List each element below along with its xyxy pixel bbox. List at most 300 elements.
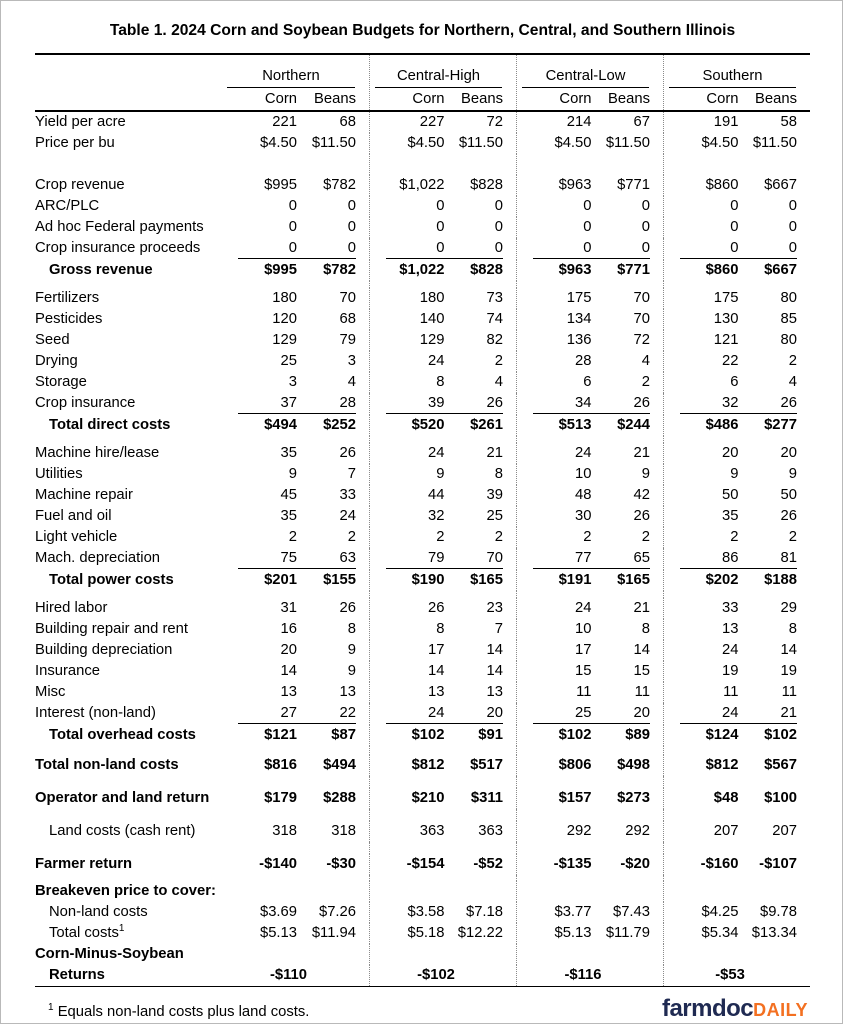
cell-values	[386, 755, 503, 776]
table-row	[35, 443, 810, 464]
cell-values	[533, 640, 650, 661]
group-cell	[516, 372, 663, 393]
group-cell	[663, 196, 810, 217]
group-cell	[222, 415, 369, 436]
value: $210	[411, 790, 445, 806]
value: 3	[288, 374, 297, 390]
cell-values	[238, 238, 356, 259]
table-row	[35, 725, 810, 746]
value: 23	[486, 600, 503, 616]
group-cell	[516, 902, 663, 923]
group-cell	[663, 548, 810, 570]
group-cell	[222, 661, 369, 682]
value: $165	[470, 572, 503, 588]
value: $771	[617, 262, 650, 278]
value: 4	[641, 353, 650, 369]
group-cell	[663, 175, 810, 196]
group-cell	[369, 682, 516, 703]
cell-values	[680, 923, 797, 944]
value: $13.34	[751, 925, 797, 941]
header-group-northern	[222, 55, 369, 110]
group-cell	[516, 821, 663, 842]
table-row	[35, 944, 810, 965]
group-cell	[516, 746, 663, 755]
group-cell	[222, 506, 369, 527]
cell-values	[386, 640, 503, 661]
cell-values	[533, 288, 650, 309]
group-cell	[369, 309, 516, 330]
table-row	[35, 821, 810, 842]
cell-values	[386, 506, 503, 527]
cell-values	[238, 598, 356, 619]
value: 68	[339, 114, 356, 130]
group-cell	[222, 548, 369, 570]
value: $782	[323, 177, 356, 193]
cell-values	[533, 309, 650, 330]
row-label: Misc	[35, 684, 66, 700]
group-cell	[663, 821, 810, 842]
table-row	[35, 485, 810, 506]
value: 2	[494, 353, 503, 369]
value: 26	[486, 395, 503, 411]
group-cell	[369, 527, 516, 548]
value: 63	[339, 550, 356, 566]
value: $179	[264, 790, 297, 806]
row-label: Interest (non-land)	[35, 705, 156, 721]
group-cell	[663, 372, 810, 393]
cell-values	[238, 309, 356, 330]
group-cell	[663, 923, 810, 944]
value: 129	[272, 332, 297, 348]
value: 9	[730, 466, 739, 482]
cell-values	[533, 755, 650, 776]
group-cell	[663, 393, 810, 415]
farmdoc-daily-logo	[662, 996, 810, 1024]
group-cell	[516, 591, 663, 598]
row-label: Farmer return	[35, 856, 133, 872]
group-cell	[222, 965, 369, 986]
subheaders	[238, 89, 356, 110]
value: 26	[633, 508, 650, 524]
row-label: Utilities	[35, 466, 83, 482]
value: 68	[339, 311, 356, 327]
group-cell	[222, 923, 369, 944]
spacer-row	[35, 281, 810, 288]
table-row	[35, 351, 810, 372]
cell-values	[533, 570, 650, 591]
group-cell	[369, 133, 516, 154]
value: $816	[264, 757, 297, 773]
value: 8	[641, 621, 650, 637]
header-label-spacer	[35, 55, 222, 110]
value: 81	[780, 550, 797, 566]
group-cell	[663, 842, 810, 854]
value: 85	[780, 311, 797, 327]
spacer-row	[35, 591, 810, 598]
value: 24	[428, 353, 445, 369]
value: 11	[781, 684, 797, 700]
cell-values	[386, 570, 503, 591]
row-label: Crop revenue	[35, 177, 125, 193]
value: 180	[272, 290, 297, 306]
cell-values	[386, 288, 503, 309]
cell-values	[533, 464, 650, 485]
value: -$53	[715, 967, 745, 983]
value: 19	[722, 663, 739, 679]
value: -$154	[406, 856, 445, 872]
value: 3	[347, 353, 356, 369]
value: 8	[436, 374, 445, 390]
table-row	[35, 372, 810, 393]
cell-values	[680, 464, 797, 485]
group-cell	[222, 281, 369, 288]
cell-values	[680, 776, 797, 788]
cell-values	[386, 238, 503, 259]
group-cell	[369, 217, 516, 238]
group-cell	[516, 965, 663, 986]
cell-values	[533, 809, 650, 821]
value: 180	[419, 290, 445, 306]
table-row	[35, 682, 810, 703]
cell-values	[533, 598, 650, 619]
group-cell	[369, 330, 516, 351]
cell-values	[680, 788, 797, 809]
cell-values	[238, 902, 356, 923]
value: 16	[280, 621, 297, 637]
value: 70	[486, 550, 503, 566]
value: 0	[436, 198, 445, 214]
value: 72	[633, 332, 650, 348]
value: 73	[486, 290, 503, 306]
value: 15	[575, 663, 592, 679]
cell-values	[386, 372, 503, 393]
row-label: Pesticides	[35, 311, 103, 327]
group-cell	[369, 351, 516, 372]
value: 191	[713, 114, 739, 130]
row-label: ARC/PLC	[35, 198, 100, 214]
value: 318	[272, 823, 297, 839]
value: 14	[486, 663, 503, 679]
group-name: Central-Low	[522, 66, 649, 88]
cell-values	[533, 682, 650, 703]
value: $498	[617, 757, 650, 773]
cell-values	[533, 112, 650, 133]
value: 70	[633, 290, 650, 306]
value: 58	[780, 114, 797, 130]
cell-values	[680, 854, 797, 875]
cell-values	[680, 196, 797, 217]
cell-values	[238, 619, 356, 640]
value: 77	[575, 550, 592, 566]
value: $11.50	[311, 135, 356, 151]
value: 44	[428, 487, 445, 503]
value: 0	[494, 198, 503, 214]
value: 17	[428, 642, 445, 658]
cell-values	[238, 288, 356, 309]
value: 2	[788, 353, 797, 369]
value: 8	[494, 466, 503, 482]
value: 8	[788, 621, 797, 637]
group-cell	[516, 703, 663, 725]
value: $201	[264, 572, 297, 588]
value: $963	[558, 262, 592, 278]
value: $5.18	[407, 925, 445, 941]
value: 136	[566, 332, 592, 348]
group-cell	[222, 809, 369, 821]
value: 0	[641, 219, 650, 235]
value: 121	[713, 332, 739, 348]
group-cell	[222, 944, 369, 965]
group-cell	[516, 640, 663, 661]
value: 25	[575, 705, 592, 721]
value: $995	[264, 262, 297, 278]
footnote-text: Equals non-land costs plus land costs.	[57, 1003, 310, 1020]
group-cell	[222, 464, 369, 485]
value: 134	[566, 311, 592, 327]
cell-values	[533, 776, 650, 788]
group-cell	[663, 682, 810, 703]
value: 0	[288, 219, 297, 235]
cell-values	[238, 548, 356, 569]
value: 0	[788, 198, 797, 214]
value: $667	[764, 262, 797, 278]
group-cell	[663, 443, 810, 464]
value: 28	[575, 353, 592, 369]
cell-values	[680, 755, 797, 776]
value: 30	[575, 508, 592, 524]
group-cell	[222, 175, 369, 196]
group-cell	[369, 591, 516, 598]
value: 207	[713, 823, 739, 839]
value: $828	[470, 262, 503, 278]
row-label: Total non-land costs	[35, 757, 179, 773]
group-cell	[222, 619, 369, 640]
group-cell	[516, 238, 663, 260]
value: 48	[575, 487, 592, 503]
cell-values	[386, 842, 503, 854]
cell-values	[238, 393, 356, 414]
group-cell	[516, 923, 663, 944]
value: $4.50	[701, 135, 739, 151]
group-cell	[663, 755, 810, 776]
group-cell	[369, 154, 516, 175]
cell-values	[386, 591, 503, 598]
value: 31	[280, 600, 297, 616]
cell-values	[680, 746, 797, 755]
value: $121	[264, 727, 297, 743]
cell-values	[680, 703, 797, 724]
group-cell	[369, 415, 516, 436]
group-cell	[516, 309, 663, 330]
group-cell	[516, 154, 663, 175]
cell-values	[680, 112, 797, 133]
group-cell	[663, 854, 810, 875]
group-cell	[222, 682, 369, 703]
table-row	[35, 506, 810, 527]
row-label: Non-land costs	[49, 904, 148, 920]
value: 9	[788, 466, 797, 482]
cell-values	[533, 703, 650, 724]
value: 21	[633, 600, 650, 616]
row-label	[35, 746, 222, 755]
value: $828	[470, 177, 503, 193]
group-cell	[516, 506, 663, 527]
table-row	[35, 415, 810, 436]
row-label: Operator and land return	[35, 790, 210, 806]
table-row	[35, 640, 810, 661]
cell-values	[533, 217, 650, 238]
value: 20	[780, 445, 797, 461]
cell-values	[533, 548, 650, 569]
cell-values	[238, 661, 356, 682]
group-cell	[663, 112, 810, 133]
group-cell	[222, 598, 369, 619]
cell-values	[238, 923, 356, 944]
row-label: Crop insurance	[35, 395, 136, 411]
value: 0	[583, 240, 592, 256]
cell-values	[680, 506, 797, 527]
group-cell	[516, 281, 663, 288]
row-label: Crop insurance proceeds	[35, 240, 201, 256]
group-cell	[516, 485, 663, 506]
cell-values	[238, 703, 356, 724]
subheader-corn: Corn	[412, 91, 445, 107]
table-title: Table 1. 2024 Corn and Soybean Budgets for Northern, Central, and Southern Illinois	[109, 22, 736, 39]
row-label: Total overhead costs	[49, 727, 196, 743]
value: $1,022	[399, 177, 445, 193]
cell-values	[680, 436, 797, 443]
value: $7.18	[465, 904, 503, 920]
cell-values	[238, 591, 356, 598]
value: $11.50	[752, 135, 797, 151]
cell-values	[238, 436, 356, 443]
cell-values	[238, 217, 356, 238]
group-cell	[369, 598, 516, 619]
value: $288	[323, 790, 356, 806]
cell-values	[386, 485, 503, 506]
value: 0	[347, 240, 356, 256]
value: -$107	[759, 856, 797, 872]
value: 24	[722, 705, 739, 721]
cell-values	[533, 661, 650, 682]
header-group-central-low	[516, 55, 663, 110]
group-cell	[222, 238, 369, 260]
group-cell	[663, 661, 810, 682]
value: 0	[641, 240, 650, 256]
value: 2	[641, 529, 650, 545]
cell-values	[533, 238, 650, 259]
value: 10	[575, 466, 592, 482]
subheader-beans: Beans	[461, 91, 503, 107]
value: $860	[705, 177, 739, 193]
group-cell	[663, 217, 810, 238]
group-cell	[663, 598, 810, 619]
value: 79	[339, 332, 356, 348]
value: $102	[411, 727, 445, 743]
value: $273	[617, 790, 650, 806]
value: $667	[764, 177, 797, 193]
value: -$110	[269, 967, 308, 983]
value: $155	[323, 572, 356, 588]
value: 363	[419, 823, 445, 839]
value: 79	[428, 550, 445, 566]
group-cell	[516, 443, 663, 464]
value: 24	[575, 600, 592, 616]
group-cell	[222, 112, 369, 133]
value: 14	[486, 642, 503, 658]
group-cell	[663, 527, 810, 548]
cell-values	[386, 746, 503, 755]
value: 24	[428, 445, 445, 461]
value: 32	[722, 395, 739, 411]
value: $806	[558, 757, 592, 773]
cell-values	[533, 372, 650, 393]
table-row	[35, 661, 810, 682]
value: $261	[470, 417, 503, 433]
value: 22	[722, 353, 739, 369]
value: 9	[288, 466, 297, 482]
value: 2	[347, 529, 356, 545]
value: 2	[730, 529, 739, 545]
cell-values	[533, 902, 650, 923]
subheader-beans: Beans	[755, 91, 797, 107]
group-cell	[516, 217, 663, 238]
cell-values	[386, 309, 503, 330]
cell-values	[533, 619, 650, 640]
cell-values	[533, 393, 650, 414]
group-cell	[369, 548, 516, 570]
group-cell	[663, 485, 810, 506]
cell-values	[680, 821, 797, 842]
value: 120	[272, 311, 297, 327]
cell-values	[680, 725, 797, 746]
value: $963	[558, 177, 592, 193]
value: 7	[494, 621, 503, 637]
value: 72	[486, 114, 503, 130]
group-cell	[663, 281, 810, 288]
cell-values	[238, 112, 356, 133]
group-cell	[369, 175, 516, 196]
group-cell	[663, 591, 810, 598]
value: 13	[428, 684, 445, 700]
group-cell	[516, 436, 663, 443]
value: 70	[633, 311, 650, 327]
value: -$102	[417, 967, 455, 983]
cell-values	[386, 112, 503, 133]
group-cell	[222, 217, 369, 238]
value: 35	[722, 508, 739, 524]
row-label	[35, 776, 222, 788]
value: 45	[280, 487, 297, 503]
row-label: Corn-Minus-Soybean	[35, 946, 184, 962]
group-cell	[222, 288, 369, 309]
header-group-southern	[663, 55, 810, 110]
table-row	[35, 965, 810, 986]
cell-values	[386, 436, 503, 443]
value: $244	[617, 417, 650, 433]
group-cell	[222, 154, 369, 175]
value: $4.25	[701, 904, 739, 920]
cell-values	[680, 809, 797, 821]
subheaders	[680, 89, 797, 110]
value: 2	[788, 529, 797, 545]
table-row	[35, 598, 810, 619]
value: 24	[575, 445, 592, 461]
cell-values	[533, 923, 650, 944]
cell-values	[533, 281, 650, 288]
table-row	[35, 288, 810, 309]
value: 130	[713, 311, 739, 327]
